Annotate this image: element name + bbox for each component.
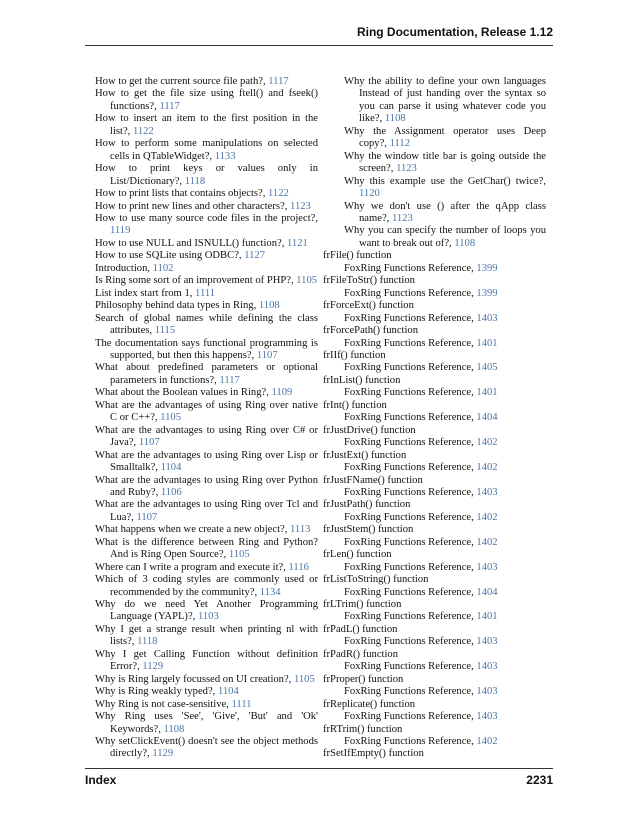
index-entry (95, 313, 318, 338)
index-entry-text: FoxRing Functions Reference, (344, 362, 477, 374)
index-entry (95, 338, 318, 363)
index-entry (95, 263, 318, 275)
index-entry-text: Introduction, (95, 262, 153, 274)
index-entry-text: Why setClickEvent() doesn't see the object methods directly?, (95, 736, 318, 760)
index-entry-text: frIIf() function (323, 349, 386, 361)
index-entry-text: frLen() function (323, 549, 392, 561)
page-link[interactable]: 1404 (476, 412, 498, 424)
footer-section-title: Index (85, 773, 117, 787)
index-entry (95, 362, 318, 387)
page-link[interactable]: 1403 (476, 661, 498, 673)
index-entry-text: FoxRing Functions Reference, (344, 536, 477, 548)
page-link[interactable]: 1403 (476, 636, 498, 648)
index-entry (323, 549, 546, 561)
index-entry-text: Why is Ring weakly typed?, (95, 686, 218, 698)
index-entry-text: frRTrim() function (323, 723, 403, 735)
page-link[interactable]: 1123 (290, 200, 311, 212)
index-entry (95, 400, 318, 425)
index-entry-text: frReplicate() function (323, 698, 416, 710)
index-subentry (323, 636, 546, 648)
page-link[interactable]: 1133 (214, 150, 236, 162)
index-entry-text: frJustDrive() function (323, 424, 416, 436)
index-entry-text: frProper() function (323, 673, 404, 685)
index-entry-text: FoxRing Functions Reference, (344, 462, 477, 474)
index-entry-text: Why Ring uses 'See', 'Give', 'But' and 'Ok' Keywords?, (95, 711, 318, 735)
index-entry-text: Why I get Calling Function without definition Error?, (95, 648, 318, 673)
page-link[interactable]: 1108 (454, 237, 476, 249)
index-entry (95, 201, 318, 213)
running-header: Ring Documentation, Release 1.12 (356, 25, 553, 39)
index-entry (95, 736, 318, 761)
index-entry-text: frLTrim() function (323, 599, 402, 611)
page-link[interactable]: 1105 (228, 549, 250, 561)
index-entry-text: frPadL() function (323, 623, 398, 635)
index-entry-text: FoxRing Functions Reference, (344, 561, 477, 573)
page-link[interactable]: 1129 (142, 661, 164, 673)
index-entry-text: What are the advantages to using Ring over Python and Ruby?, (95, 474, 318, 498)
index-entry-text: FoxRing Functions Reference, (344, 437, 477, 449)
index-entry (95, 574, 318, 599)
index-entry (95, 88, 318, 113)
page-link[interactable]: 1401 (476, 611, 498, 623)
index-column-left (95, 76, 318, 761)
index-entry-text: frJustStem() function (323, 524, 414, 536)
page-link[interactable]: 1134 (259, 586, 281, 598)
page-link[interactable]: 1403 (476, 686, 498, 698)
index-entry (323, 325, 546, 337)
index-entry-text: FoxRing Functions Reference, (344, 337, 477, 349)
index-entry-text: What are the advantages to using Ring over Tcl and Lua?, (95, 499, 318, 523)
page-link[interactable]: 1107 (136, 511, 158, 523)
index-entry-text: FoxRing Functions Reference, (344, 287, 477, 299)
index-entry-text: What about the Boolean values in Ring?, (95, 387, 272, 399)
index-subentry (323, 412, 546, 424)
index-subentry (323, 362, 546, 374)
index-entry (323, 450, 546, 462)
page-link[interactable]: 1127 (244, 250, 265, 262)
index-entry-text: What are the advantages to using Ring over C# or Java?, (95, 424, 318, 449)
index-entry-text: Why Ring is not case-sensitive, (95, 698, 232, 710)
page-link[interactable]: 1103 (197, 611, 219, 623)
index-entry-text: Why the Assignment operator uses Deep copy?, (344, 125, 546, 150)
index-entry-text: frForceExt() function (323, 300, 414, 312)
index-entry-text: FoxRing Functions Reference, (344, 262, 477, 274)
page-link[interactable]: 1108 (384, 113, 406, 125)
index-entry-text: FoxRing Functions Reference, (344, 636, 477, 648)
page-link[interactable]: 1123 (391, 212, 413, 224)
page-link[interactable]: 1118 (137, 636, 158, 648)
index-entry-text: How to use many source code files in the project?, (95, 212, 318, 224)
index-subentry (323, 611, 546, 623)
index-entry (95, 113, 318, 138)
index-subentry (323, 587, 546, 599)
page-link[interactable]: 1403 (476, 486, 498, 498)
index-entry-text: What are the advantages of using Ring over native C or C++?, (95, 399, 318, 424)
page-link[interactable]: 1105 (160, 412, 181, 424)
index-subentry (323, 76, 546, 126)
index-entry (95, 163, 318, 188)
page-link[interactable]: 1121 (287, 237, 308, 249)
index-entry (323, 699, 546, 711)
index-entry (323, 724, 546, 736)
index-entry-text: frInt() function (323, 399, 387, 411)
page-link[interactable]: 1120 (359, 188, 380, 200)
index-entry (323, 599, 546, 611)
index-entry-text: List index start from 1, (95, 287, 196, 299)
index-entry-text: Why the window title bar is going outside the screen?, (344, 150, 546, 175)
index-entry-text: Why we don't use () after the qApp class name?, (344, 200, 546, 224)
index-entry (95, 599, 318, 624)
index-subentry (323, 487, 546, 499)
index-entry-text: FoxRing Functions Reference, (344, 387, 477, 399)
page-link[interactable]: 1104 (160, 462, 182, 474)
index-entry-text: How to perform some manipulations on selected cells in QTableWidget?, (95, 138, 318, 162)
index-entry-text: FoxRing Functions Reference, (344, 686, 477, 698)
index-entry (95, 711, 318, 736)
index-subentry (323, 661, 546, 673)
index-subentry (323, 288, 546, 300)
header-rule (85, 45, 553, 46)
index-entry (95, 288, 318, 300)
index-subentry (323, 176, 546, 201)
index-entry (95, 138, 318, 163)
index-entry-text: How to get the file size using ftell() and fseek() functions?, (95, 88, 318, 112)
index-entry-text: frJustFName() function (323, 474, 423, 486)
index-entry (95, 537, 318, 562)
index-subentry (323, 313, 546, 325)
page-link[interactable]: 1105 (296, 275, 318, 287)
index-entry-text: FoxRing Functions Reference, (344, 312, 477, 324)
page-link[interactable]: 1106 (160, 486, 182, 498)
index-entry-text: frJustPath() function (323, 499, 411, 511)
index-entry (95, 213, 318, 238)
index-entry (95, 300, 318, 312)
index-entry (323, 250, 546, 262)
index-entry (323, 475, 546, 487)
index-entry-text: FoxRing Functions Reference, (344, 486, 477, 498)
index-entry (95, 76, 318, 88)
index-entry (95, 450, 318, 475)
page-link[interactable]: 1403 (476, 312, 498, 324)
index-entry (323, 574, 546, 586)
index-entry (323, 499, 546, 511)
page-link[interactable]: 1119 (110, 225, 131, 237)
page-link[interactable]: 1403 (476, 561, 498, 573)
index-subentry (323, 201, 546, 226)
index-entry-text: FoxRing Functions Reference, (344, 412, 477, 424)
index-entry (95, 562, 318, 574)
index-entry (95, 686, 318, 698)
index-entry-text: How to use SQLite using ODBC?, (95, 250, 245, 262)
page-link[interactable]: 1401 (476, 387, 498, 399)
page-link[interactable]: 1116 (288, 561, 309, 573)
page-link[interactable]: 1118 (184, 175, 206, 187)
index-entry-text: frForcePath() function (323, 325, 419, 337)
page-link[interactable]: 1123 (396, 163, 417, 175)
index-subentry (323, 225, 546, 250)
page-link[interactable]: 1104 (217, 686, 239, 698)
index-subentry (323, 151, 546, 176)
index-entry-text: Why is Ring largely focussed on UI creation?, (95, 673, 294, 685)
page-link[interactable]: 1117 (268, 76, 289, 87)
index-subentry (323, 126, 546, 151)
index-entry (323, 275, 546, 287)
page-link[interactable]: 1402 (476, 536, 498, 548)
index-entry (323, 524, 546, 536)
index-entry-text: Why the ability to define your own languages Instead of just handing over the syntax so you can parse it using whatever code you like?, (344, 76, 546, 125)
page-link[interactable]: 1402 (476, 462, 498, 474)
index-entry-text: Why I get a strange result when printing nl with lists?, (95, 623, 318, 648)
page-link[interactable]: 1399 (476, 262, 498, 274)
index-entry (95, 275, 318, 287)
index-entry (95, 425, 318, 450)
index-entry-text: What are the advantages to using Ring over Lisp or Smalltalk?, (95, 449, 318, 474)
index-entry-text: frJustExt() function (323, 449, 407, 461)
index-entry-text: How to print new lines and other characters?, (95, 200, 291, 212)
index-entry-text: Is Ring some sort of an improvement of PHP?, (95, 275, 297, 287)
index-entry (323, 674, 546, 686)
page-link[interactable]: 1402 (476, 511, 498, 523)
page-link[interactable]: 1129 (152, 748, 174, 760)
page-link[interactable]: 1109 (271, 387, 293, 399)
index-entry-text: frPadR() function (323, 648, 399, 660)
index-entry-text: Why this example use the GetChar() twice?, (344, 175, 546, 187)
index-entry (95, 624, 318, 649)
index-entry-text: Why you can specify the number of loops you want to break out of?, (344, 225, 546, 249)
index-entry (323, 350, 546, 362)
index-entry-text: FoxRing Functions Reference, (344, 736, 477, 748)
index-column-right (323, 76, 546, 761)
index-entry (95, 499, 318, 524)
index-entry-text: FoxRing Functions Reference, (344, 511, 477, 523)
index-entry-text: FoxRing Functions Reference, (344, 711, 477, 723)
index-entry (95, 649, 318, 674)
index-entry-text: What is the difference between Ring and Python? And is Ring Open Source?, (95, 536, 318, 561)
page-link[interactable]: 1402 (476, 736, 498, 748)
index-entry (95, 188, 318, 200)
page-link[interactable]: 1113 (290, 524, 311, 536)
index-entry (323, 300, 546, 312)
index-entry (95, 250, 318, 262)
index-entry-text: Which of 3 coding styles are commonly used or recommended by the community?, (95, 574, 318, 598)
index-entry-text: The documentation says functional programming is supported, but then this happens?, (95, 337, 318, 361)
index-entry-text: frFileToStr() function (323, 275, 415, 287)
index-entry-text: Search of global names while defining the class attributes, (95, 312, 318, 337)
index-entry (323, 748, 546, 760)
page-link[interactable]: 1402 (476, 437, 498, 449)
index-entry-text: Why do we need Yet Another Programming Language (YAPL)?, (95, 599, 318, 623)
index-entry (323, 649, 546, 661)
page-link[interactable]: 1117 (159, 100, 180, 112)
index-entry-text: What about predefined parameters or optional parameters in functions?, (95, 362, 318, 386)
footer-rule (85, 768, 553, 769)
index-entry-text: frInList() function (323, 374, 401, 386)
index-entry (95, 524, 318, 536)
index-subentry (323, 736, 546, 748)
index-entry-text: Philosophy behind data types in Ring, (95, 300, 259, 312)
index-entry (323, 425, 546, 437)
index-entry-text: FoxRing Functions Reference, (344, 586, 477, 598)
page-link[interactable]: 1115 (154, 325, 176, 337)
page-link[interactable]: 1111 (195, 287, 216, 299)
index-entry (95, 674, 318, 686)
index-subentry (323, 437, 546, 449)
index-entry-text: FoxRing Functions Reference, (344, 661, 477, 673)
index-subentry (323, 562, 546, 574)
index-subentry (323, 537, 546, 549)
page-link[interactable]: 1111 (231, 698, 252, 710)
page-link[interactable]: 1405 (476, 362, 498, 374)
page-link[interactable]: 1112 (389, 138, 410, 150)
index-entry-text: frListToString() function (323, 574, 429, 586)
page-link[interactable]: 1108 (258, 300, 280, 312)
index-entry (323, 400, 546, 412)
index-entry-text: How to print keys or values only in List/Dictionary?, (95, 163, 318, 187)
page-link[interactable]: 1117 (219, 374, 240, 386)
page-link[interactable]: 1122 (132, 125, 154, 137)
index-entry (95, 238, 318, 250)
page-link[interactable]: 1107 (256, 349, 278, 361)
index-entry-text: frFile() function (323, 250, 392, 262)
index-subentry (323, 263, 546, 275)
index-entry-text: What happens when we create a new object?, (95, 524, 291, 536)
index-subentry (323, 686, 546, 698)
index-subentry (323, 338, 546, 350)
index-subentry (323, 462, 546, 474)
index-entry-text: How to insert an item to the first position in the list?, (95, 113, 318, 137)
index-subentry (323, 387, 546, 399)
index-entry (323, 375, 546, 387)
page-link[interactable]: 1122 (268, 188, 289, 200)
index-entry-text: Where can I write a program and execute it?, (95, 561, 289, 573)
index-entry (95, 387, 318, 399)
index-subentry (323, 711, 546, 723)
index-entry-text: How to get the current source file path?, (95, 76, 269, 87)
index-entry-text: How to use NULL and ISNULL() function?, (95, 237, 288, 249)
page-link[interactable]: 1403 (476, 711, 498, 723)
index-entry (323, 624, 546, 636)
page-link[interactable]: 1105 (293, 673, 315, 685)
index-entry (95, 699, 318, 711)
index-entry-text: How to print lists that contains objects?, (95, 188, 269, 200)
footer-page-number: 2231 (526, 773, 553, 787)
index-entry-text: frSetIfEmpty() function (323, 748, 424, 760)
page-link[interactable]: 1102 (152, 262, 174, 274)
index-subentry (323, 512, 546, 524)
page-link[interactable]: 1399 (476, 287, 498, 299)
index-entry (95, 475, 318, 500)
index-entry-text: FoxRing Functions Reference, (344, 611, 477, 623)
page-link[interactable]: 1401 (476, 337, 498, 349)
page-footer (85, 773, 553, 787)
page-link[interactable]: 1108 (163, 723, 185, 735)
page-link[interactable]: 1404 (476, 586, 498, 598)
page-link[interactable]: 1107 (138, 437, 160, 449)
